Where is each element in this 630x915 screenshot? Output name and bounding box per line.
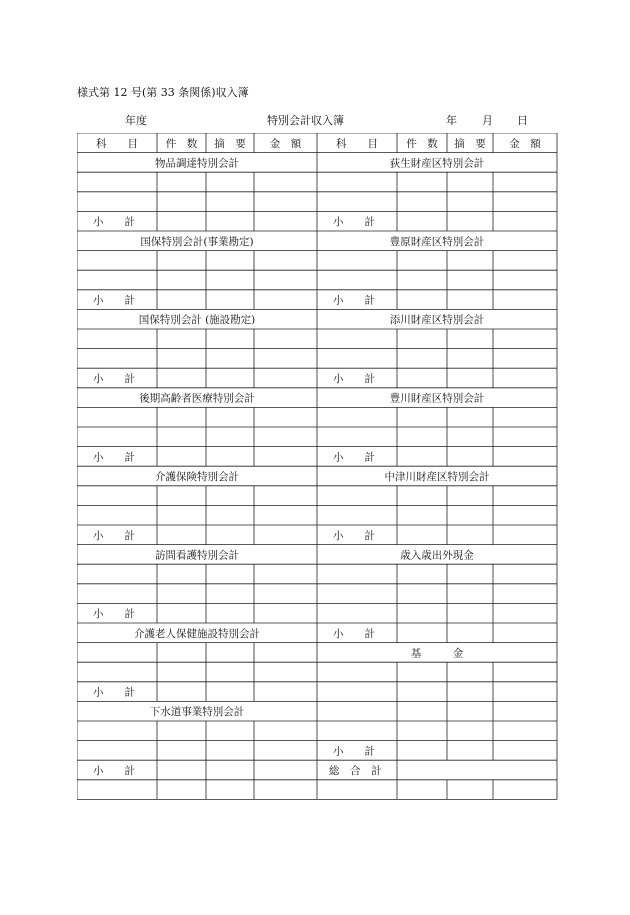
ledger-table xyxy=(77,133,558,805)
right-subtotal-label: 小 計 xyxy=(333,627,375,640)
left-subtotal-label: 小 計 xyxy=(93,686,135,699)
left-section-title: 国保特別会計(事業勘定) xyxy=(140,235,254,248)
right-section-title: 豊川財産区特別会計 xyxy=(389,392,485,405)
right-subtotal-label: 小 計 xyxy=(333,529,375,542)
left-subtotal-label: 小 計 xyxy=(93,529,135,542)
left-section-title: 介護保険特別会計 xyxy=(155,471,239,483)
right-subtotal-label: 小 計 xyxy=(333,745,375,758)
fiscal-year-label: 年度 xyxy=(125,114,147,127)
right-section-title: 中津川財産区特別会計 xyxy=(384,471,490,483)
left-col-count: 件 数 xyxy=(165,137,198,150)
book-title: 特別会計収入簿 xyxy=(267,114,344,127)
left-subtotal-label: 小 計 xyxy=(93,216,135,229)
year-label: 年 xyxy=(446,114,457,127)
left-col-amount: 金 額 xyxy=(269,137,302,150)
left-col-summary: 摘 要 xyxy=(214,137,246,150)
right-section-title: 豊原財産区特別会計 xyxy=(389,235,485,248)
left-section-title: 後期高齢者医療特別会計 xyxy=(139,392,255,405)
left-section-title: 国保特別会計 (施設勘定) xyxy=(138,314,256,327)
right-section-title: 歳入歳出外現金 xyxy=(400,549,474,562)
left-subtotal-label: 小 計 xyxy=(93,608,135,621)
month-label: 月 xyxy=(482,114,493,127)
left-col-subject: 科 目 xyxy=(96,137,138,150)
right-subtotal-label: 小 計 xyxy=(333,216,375,229)
right-section-title: 添川財産区特別会計 xyxy=(389,314,485,327)
right-section-title: 基 金 xyxy=(410,647,464,660)
right-col-count: 件 数 xyxy=(406,137,438,150)
left-subtotal-label: 小 計 xyxy=(93,451,135,464)
right-col-amount: 金 額 xyxy=(509,137,541,150)
right-subtotal-label: 小 計 xyxy=(333,451,375,464)
day-label: 日 xyxy=(517,114,528,127)
left-subtotal-label: 小 計 xyxy=(93,373,135,385)
left-section-title: 下水道事業特別会計 xyxy=(149,706,245,719)
right-subtotal-label: 小 計 xyxy=(333,294,375,307)
left-subtotal-label: 小 計 xyxy=(93,294,135,307)
right-section-title: 荻生財産区特別会計 xyxy=(389,157,485,170)
form-title: 様式第 12 号(第 33 条関係)収入簿 xyxy=(77,86,249,99)
left-section-title: 訪問看護特別会計 xyxy=(155,549,239,562)
right-col-subject: 科 目 xyxy=(336,137,378,150)
grand-total-label: 総 合 計 xyxy=(329,765,382,777)
right-subtotal-label: 小 計 xyxy=(333,373,375,385)
left-subtotal-label: 小 計 xyxy=(93,765,135,777)
right-col-summary: 摘 要 xyxy=(454,137,486,150)
left-section-title: 介護老人保健施設特別会計 xyxy=(134,627,260,640)
left-section-title: 物品調達特別会計 xyxy=(155,157,239,170)
